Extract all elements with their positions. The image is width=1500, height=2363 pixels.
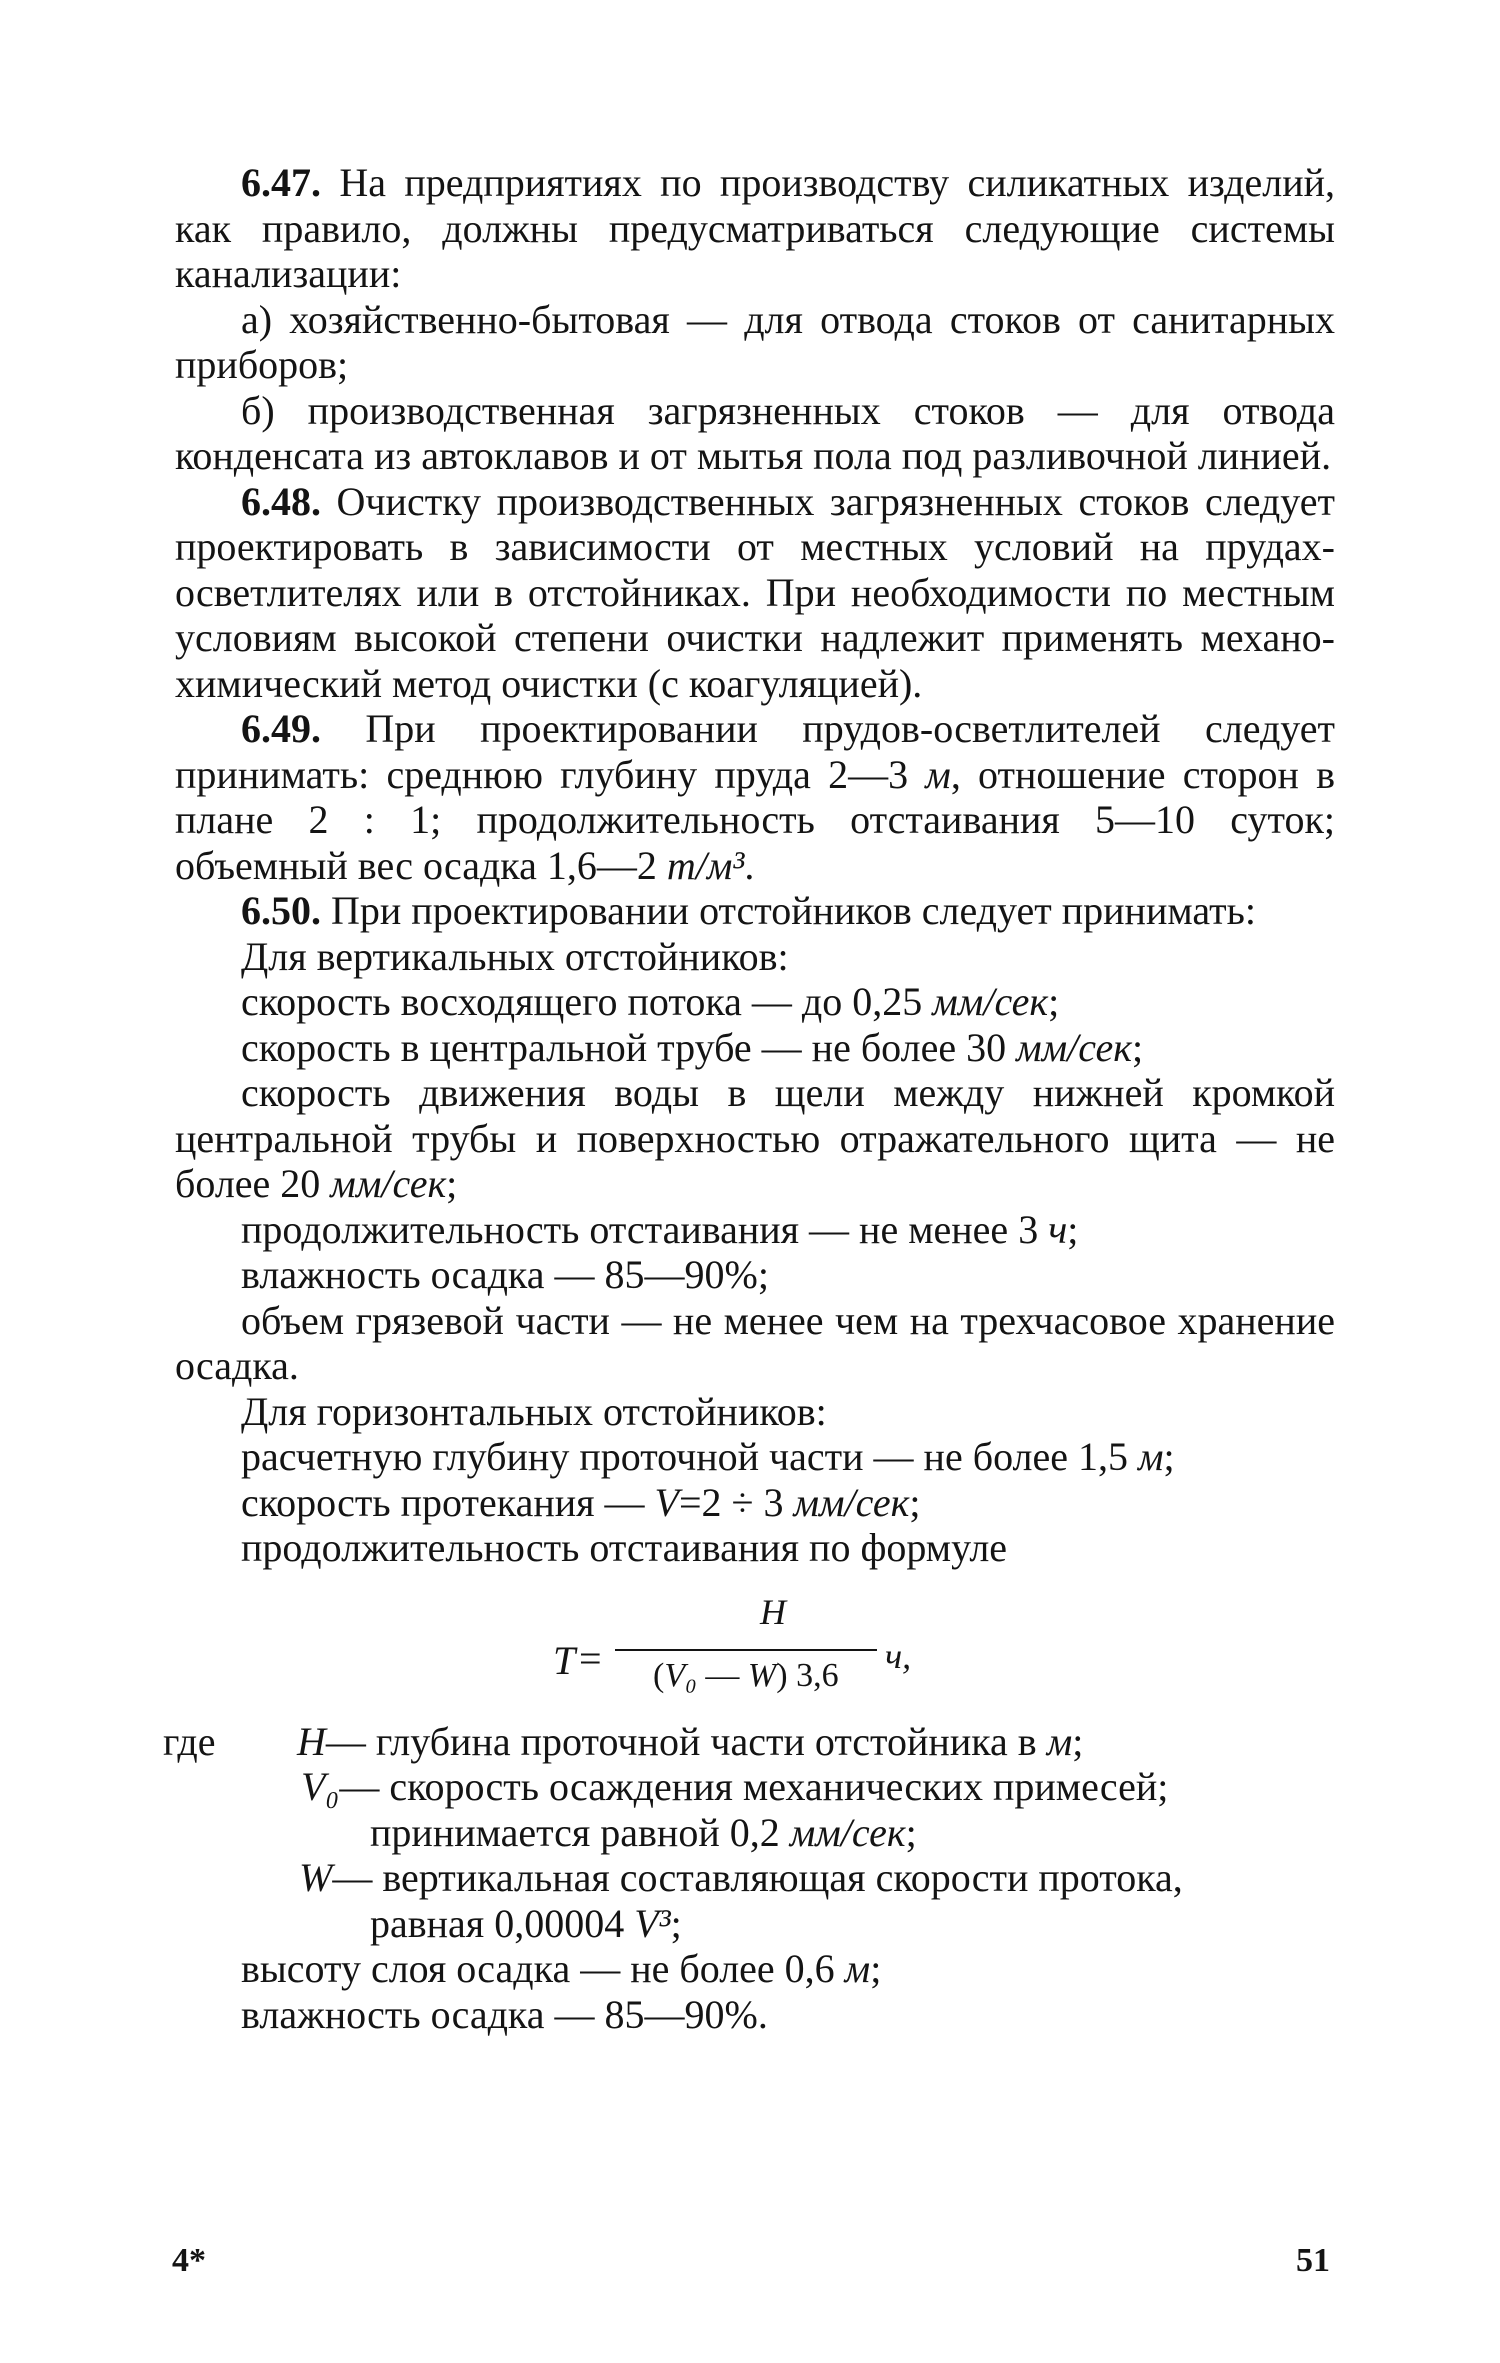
tail-item: влажность осадка — 85—90%. xyxy=(241,1991,768,2037)
item-text: скорость протекания — xyxy=(241,1479,655,1525)
den-minus: — xyxy=(696,1656,748,1694)
fraction-bar xyxy=(615,1649,877,1651)
legend-desc: — вертикальная составляющая скорости протока, xyxy=(332,1855,1183,1900)
legend-text xyxy=(301,1764,1335,1810)
tail-item xyxy=(175,1946,1335,1992)
vertical-item: объем грязевой части — не менее чем на трехчасовое хранение осадка. xyxy=(175,1297,1335,1388)
den-w: W xyxy=(747,1656,777,1694)
legend-desc: — глубина проточной части отстойника в xyxy=(325,1718,1047,1764)
item-text: ; xyxy=(909,1479,921,1525)
formula-denominator xyxy=(653,1657,839,1695)
vertical-heading: Для вертикальных отстойников: xyxy=(241,933,789,979)
den-paren: ( xyxy=(653,1656,665,1694)
item-text: расчетную глубину проточной части — не более 1,5 xyxy=(241,1434,1139,1479)
section-text: На предприятиях по производству силикатных изделий, как правило, должны предусматриваться следующие системы канализации: xyxy=(175,160,1336,296)
legend-text xyxy=(370,1901,1335,1947)
horizontal-heading: Для горизонтальных отстойников: xyxy=(241,1388,827,1434)
section-number: 6.47. xyxy=(241,160,321,205)
variable: V³ xyxy=(634,1900,671,1946)
den-rest: ) 3,6 xyxy=(776,1656,839,1694)
den-v0: V₀ xyxy=(664,1656,697,1694)
unit: м xyxy=(1046,1718,1073,1764)
section-number: 6.48. xyxy=(241,478,321,524)
page-number: 51 xyxy=(1296,2242,1330,2279)
section-text: Очистку производственных загрязненных стоков следует проектировать в зависимости от местных условий на прудах-осветлителях или в отстойниках. При необходимости по местным условиям высокой степени очистки надлежит применять механо-химический метод очистки (с коагуляцией). xyxy=(175,478,1335,706)
item-text: =2 ÷ 3 xyxy=(678,1479,794,1525)
legend-desc: ; xyxy=(905,1809,917,1855)
horizontal-item xyxy=(175,1434,1335,1480)
item-text: скорость восходящего потока — до 0,25 xyxy=(241,979,933,1024)
signature-mark: 4* xyxy=(172,2242,206,2279)
section-6-47 xyxy=(175,160,1335,297)
unit: м xyxy=(844,1946,871,1991)
vertical-item xyxy=(175,1025,1335,1071)
formula-legend xyxy=(163,1718,1335,1947)
horizontal-item xyxy=(175,1480,1335,1526)
item-text: скорость в центральной трубе — не более 30 xyxy=(241,1024,1017,1070)
legend-text xyxy=(299,1855,1335,1901)
item-text: ; xyxy=(1048,979,1060,1024)
section-text: При проектировании отстойников следует принимать: xyxy=(331,888,1256,933)
unit: м xyxy=(1138,1434,1164,1479)
unit: ч xyxy=(1048,1206,1068,1252)
legend-row-v0 xyxy=(175,1764,1335,1810)
legend-desc: равная 0,00004 xyxy=(370,1900,635,1946)
formula-equals: = xyxy=(579,1635,602,1681)
vertical-item xyxy=(175,979,1335,1025)
section-text: . xyxy=(744,842,755,888)
item-text: высоту слоя осадка — не более 0,6 xyxy=(241,1946,845,1991)
item-text: ; xyxy=(1067,1206,1079,1252)
unit: мм/сек xyxy=(1016,1024,1132,1070)
section-number: 6.49. xyxy=(241,706,321,751)
unit: м xyxy=(925,751,951,797)
unit: мм/сек xyxy=(789,1809,906,1855)
section-6-48 xyxy=(175,479,1335,707)
item-text: продолжительность отстаивания — не менее 3 xyxy=(241,1206,1049,1252)
section-text: При проектировании прудов-осветлителей следует принимать: среднюю глубину пруда 2—3 xyxy=(175,706,1335,797)
list-item-b: б) производственная загрязненных стоков — для отвода конденсата из автоклавов и от мытья пола под разливочной линией. xyxy=(175,387,1335,478)
vertical-item xyxy=(175,1207,1335,1253)
list-item-a: а) хозяйственно-бытовая — для отвода стоков от санитарных приборов; xyxy=(175,296,1335,387)
legend-text xyxy=(297,1719,1335,1765)
unit: мм/сек xyxy=(793,1479,910,1525)
unit: мм/сек xyxy=(932,979,1049,1024)
legend-row-h xyxy=(163,1718,1335,1765)
formula-lhs: T xyxy=(553,1637,576,1683)
item-text: ; xyxy=(1163,1434,1175,1479)
section-6-50 xyxy=(175,888,1335,934)
symbol: H xyxy=(297,1718,326,1764)
section-6-49 xyxy=(175,706,1335,888)
unit: мм/сек xyxy=(330,1161,447,1206)
legend-where: где xyxy=(163,1718,216,1764)
legend-row-w xyxy=(175,1855,1335,1901)
section-number: 6.50. xyxy=(241,888,321,933)
legend-row-v0-cont xyxy=(175,1810,1335,1856)
item-text: скорость движения воды в щели между нижней кромкой центральной трубы и поверхностью отражательного щита — не более 20 xyxy=(175,1070,1335,1206)
legend-text xyxy=(370,1810,1335,1856)
item-text: ; xyxy=(1131,1024,1144,1070)
legend-desc: ; xyxy=(670,1900,682,1946)
horizontal-item: продолжительность отстаивания по формуле xyxy=(241,1525,1008,1570)
item-text: ; xyxy=(446,1161,458,1206)
section-text: , отношение сторон в плане 2 : 1; продолжительность отстаивания 5—10 суток; объемный вес осадка 1,6—2 xyxy=(175,751,1335,888)
legend-desc: ; xyxy=(1072,1718,1084,1764)
vertical-item: влажность осадка — 85—90%; xyxy=(241,1252,769,1297)
legend-desc: — скорость осаждения механических примесей; xyxy=(339,1764,1169,1809)
legend-row-w-cont xyxy=(175,1901,1335,1947)
formula-unit: ч, xyxy=(885,1635,912,1676)
legend-desc: принимается равной 0,2 xyxy=(370,1809,790,1855)
formula-numerator: H xyxy=(760,1591,786,1632)
page-body xyxy=(163,160,1336,2037)
vertical-item xyxy=(175,1070,1335,1207)
settling-time-formula xyxy=(175,1591,1335,1709)
item-text: ; xyxy=(870,1946,882,1991)
unit: т/м³ xyxy=(666,842,745,888)
symbol: V₀ xyxy=(301,1764,340,1809)
variable: V xyxy=(654,1479,679,1525)
symbol: W xyxy=(299,1855,333,1900)
